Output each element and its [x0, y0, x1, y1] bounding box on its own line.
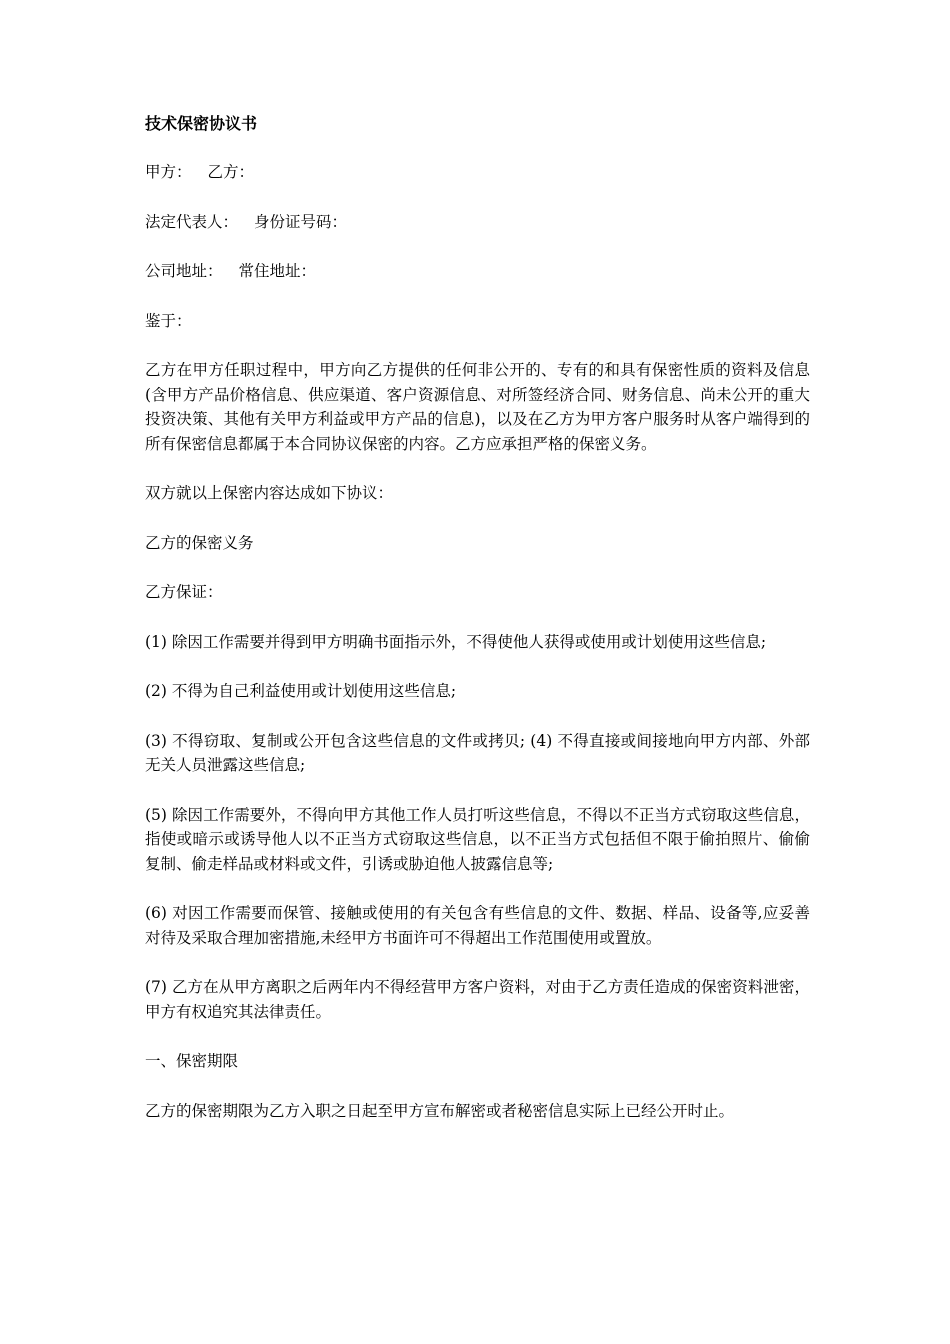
- section-obligation-heading: 乙方的保密义务: [145, 533, 254, 552]
- section-period-heading: 一、保密期限: [145, 1052, 239, 1070]
- clause-item: (3) 不得窃取、复制或公开包含这些信息的文件或拷贝; (4) 不得直接或间接地向甲方内部、外部无关人员泄露这些信息;: [145, 731, 810, 774]
- intro-paragraph: 乙方在甲方任职过程中，甲方向乙方提供的任何非公开的、专有的和具有保密性质的资料及信息(含甲方产品价格信息、供应渠道、客户资源信息、对所签经济合同、财务信息、尚未公开的重大投资决策、其他有关甲方利益或甲方产品的信息)，以及在乙方为甲方客户服务时从客户端得到的所有保密信息都属于本合同协议保密的内容。乙方应承担严格的保密义务。: [145, 361, 810, 453]
- party-a-label: 甲方：: [145, 163, 192, 181]
- party-line: [145, 160, 810, 185]
- legal-rep-line: [145, 210, 810, 235]
- agreement-lead: 双方就以上保密内容达成如下协议：: [145, 484, 394, 502]
- party-b-label: 乙方：: [207, 163, 255, 181]
- residence-address-label: 常住地址：: [238, 262, 317, 280]
- id-number-label: 身份证号码：: [254, 212, 348, 231]
- document-title: 技术保密协议书: [145, 114, 258, 133]
- document-page: [145, 112, 810, 1148]
- clause-item: (2) 不得为自己利益使用或计划使用这些信息;: [145, 682, 457, 700]
- company-address-label: 公司地址：: [145, 262, 223, 280]
- address-line: [145, 259, 810, 284]
- guarantee-heading: 乙方保证：: [145, 583, 223, 601]
- clause-item: (1) 除因工作需要并得到甲方明确书面指示外，不得使他人获得或使用或计划使用这些信息;: [145, 632, 767, 651]
- clause-item: (6) 对因工作需要而保管、接触或使用的有关包含有些信息的文件、数据、样品、设备等,应妥善对待及采取合理加密措施,未经甲方书面许可不得超出工作范围使用或置放。: [145, 904, 810, 947]
- period-paragraph: 乙方的保密期限为乙方入职之日起至甲方宣布解密或者秘密信息实际上已经公开时止。: [145, 1101, 735, 1120]
- legal-rep-label: 法定代表人：: [145, 212, 239, 231]
- whereas-heading: 鉴于：: [145, 311, 192, 330]
- clause-item: (5) 除因工作需要外，不得向甲方其他工作人员打听这些信息，不得以不正当方式窃取这些信息，指使或暗示或诱导他人以不正当方式窃取这些信息，以不正当方式包括但不限于偷拍照片、偷偷复制、偷走样品或材料或文件，引诱或胁迫他人披露信息等;: [145, 805, 810, 873]
- clause-item: (7) 乙方在从甲方离职之后两年内不得经营甲方客户资料，对由于乙方责任造成的保密资料泄密，甲方有权追究其法律责任。: [145, 978, 810, 1021]
